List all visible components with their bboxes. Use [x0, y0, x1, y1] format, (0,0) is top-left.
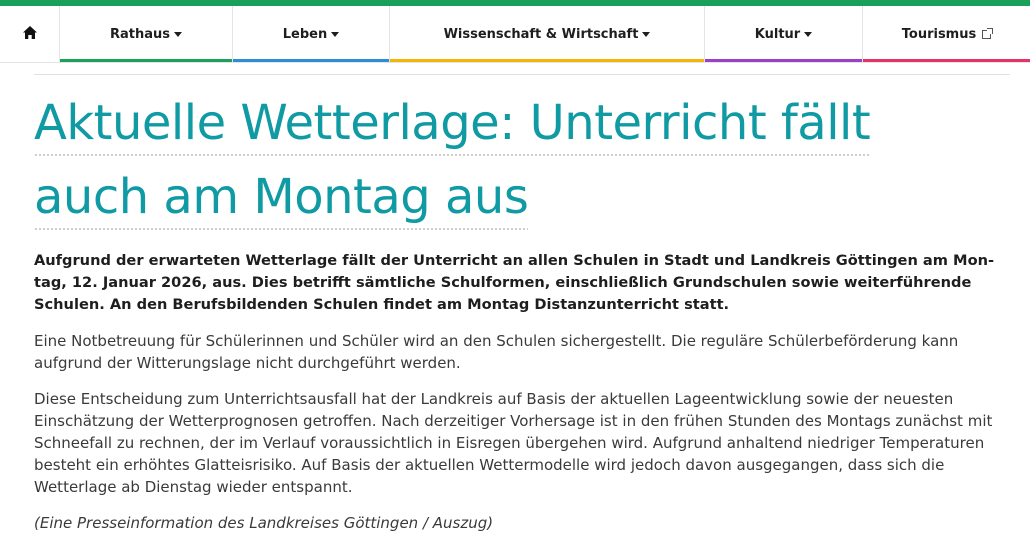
article-source: (Eine Presseinformation des Landkreises Göttingen / Auszug)	[34, 514, 494, 532]
caret-down-icon	[174, 32, 182, 37]
nav-item-rathaus[interactable]	[60, 6, 233, 62]
article-body	[34, 250, 999, 548]
nav-item-label: Leben	[282, 26, 328, 42]
main-navigation	[0, 6, 1030, 63]
home-icon	[22, 25, 38, 44]
article-paragraph: Diese Entscheidung zum Unterrichtsausfall hat der Landkreis auf Basis der aktuellen Lageentwicklung sowie der neuesten Einschätzung der Wetterprognosen getroffen. Nach derzeitiger Vorhersage ist in den frühen Stunden des Montags zunächst mit Schneefall zu rechnen, der im Verlauf voraussichtlich in Eisregen übergehen wird. Aufgrund anhaltend niedriger Temperaturen besteht ein erhöhtes Glatteisrisiko. Auf Basis der aktuellen Wettermodelle wird jedoch davon ausgegangen, dass sich die Wetterlage ab Dienstag wieder entspannt.	[34, 390, 993, 496]
nav-underline	[863, 59, 1030, 62]
caret-down-icon	[331, 32, 339, 37]
page-title: Aktuelle Wetterlage: Unterricht fällt auch am Montag aus	[34, 86, 994, 234]
nav-item-label: Tourismus	[901, 26, 977, 42]
home-button[interactable]	[0, 6, 60, 62]
external-link-icon	[982, 30, 991, 39]
nav-item-wissenschaft-wirtschaft[interactable]	[390, 6, 705, 62]
nav-item-label: Rathaus	[109, 26, 171, 42]
nav-underline	[233, 59, 389, 62]
nav-item-tourismus[interactable]	[863, 6, 1030, 62]
nav-item-label: Kultur	[754, 26, 801, 42]
caret-down-icon	[642, 32, 650, 37]
divider	[34, 74, 1010, 75]
caret-down-icon	[804, 32, 812, 37]
nav-underline	[60, 59, 232, 62]
nav-item-leben[interactable]	[233, 6, 390, 62]
nav-item-label: Wissenschaft & Wirtschaft	[443, 26, 639, 42]
nav-underline	[390, 59, 704, 62]
article-lead: Aufgrund der erwarteten Wetterlage fällt der Unterricht an allen Schulen in Stadt und Landkreis Göttingen am Montag, 12. Januar 2026, aus. Dies betrifft sämtliche Schulformen, einschließlich Grundschulen sowie weiterführende Schulen. An den Berufsbildenden Schulen findet am Montag Distanzunterricht statt.	[34, 252, 995, 313]
article-paragraph: Eine Notbetreuung für Schülerinnen und Schüler wird an den Schulen sichergestellt. Die reguläre Schülerbeförderung kann aufgrund der Witterungslage nicht durchgeführt werden.	[34, 332, 959, 372]
nav-item-kultur[interactable]	[705, 6, 863, 62]
nav-underline	[705, 59, 862, 62]
